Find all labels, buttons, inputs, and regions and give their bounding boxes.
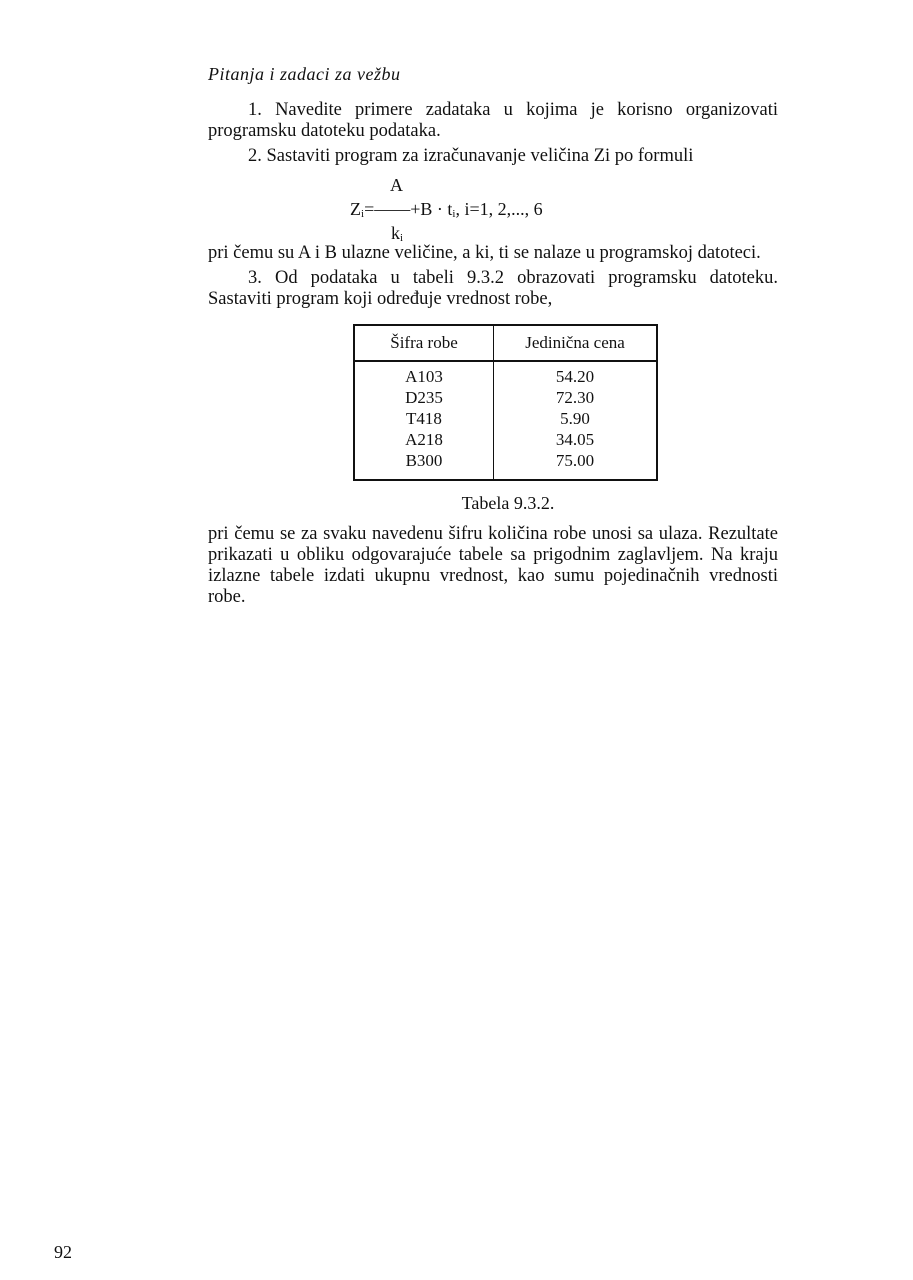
- section-title: Pitanja i zadaci za vežbu: [208, 64, 401, 84]
- formula-denominator: [391, 223, 403, 244]
- question-1: 1. Navedite primere zadataka u kojima je korisno organizovati programsku datoteku podataka.: [208, 100, 778, 141]
- cell-code: A103: [354, 361, 494, 387]
- cell-code: D235: [354, 387, 494, 408]
- table-header-row: [354, 325, 657, 361]
- formula-numerator: A: [390, 175, 403, 195]
- cell-price: 5.90: [560, 408, 590, 428]
- goods-table-wrapper: [353, 324, 658, 481]
- cell-code: B300: [354, 450, 494, 480]
- cell-code: T418: [354, 408, 494, 429]
- formula-rhs: =——+B · t: [364, 199, 453, 219]
- formula-lhs: Z: [350, 199, 361, 219]
- question-2-continuation: pri čemu su A i B ulazne veličine, a ki, ti se nalaze u programskoj datoteci.: [208, 243, 761, 263]
- table-row: [354, 361, 657, 387]
- formula-tail: , i=1, 2,..., 6: [455, 199, 543, 219]
- cell-price: 34.05: [555, 429, 595, 449]
- table-caption: Tabela 9.3.2.: [461, 493, 555, 513]
- page-number: 92: [54, 1242, 72, 1262]
- header-price: Jedinična cena: [494, 325, 658, 361]
- cell-price: 72.30: [555, 387, 595, 407]
- question-3-continuation: pri čemu se za svaku navedenu šifru količina robe unosi sa ulaza. Rezultate prikazati u obliku odgovarajuće tabele sa prigodnim zaglavljem. Na kraju izlazne tabele izdati ukupnu vrednost, kao sumu pojedinačnih vrednosti robe.: [208, 524, 778, 607]
- cell-price: 75.00: [555, 450, 595, 470]
- table-row: [354, 429, 657, 450]
- formula-denominator-base: k: [391, 223, 400, 243]
- cell-price: 54.20: [555, 366, 595, 386]
- formula-denominator-sub: i: [400, 232, 404, 244]
- table-row: [354, 408, 657, 429]
- formula-rhs-sub: i: [452, 208, 456, 220]
- question-3: 3. Od podataka u tabeli 9.3.2 obrazovati programsku datoteku. Sastaviti program koji određuje vrednost robe,: [208, 268, 778, 309]
- table-row: [354, 450, 657, 480]
- cell-code: A218: [354, 429, 494, 450]
- formula: [208, 167, 778, 243]
- header-code: Šifra robe: [354, 325, 494, 361]
- formula-lhs-sub: i: [361, 208, 365, 220]
- table-row: [354, 387, 657, 408]
- goods-table: [353, 324, 658, 481]
- formula-main: [350, 199, 543, 220]
- page-content: [208, 62, 778, 608]
- question-2: 2. Sastaviti program za izračunavanje veličina Zi po formuli: [248, 146, 694, 166]
